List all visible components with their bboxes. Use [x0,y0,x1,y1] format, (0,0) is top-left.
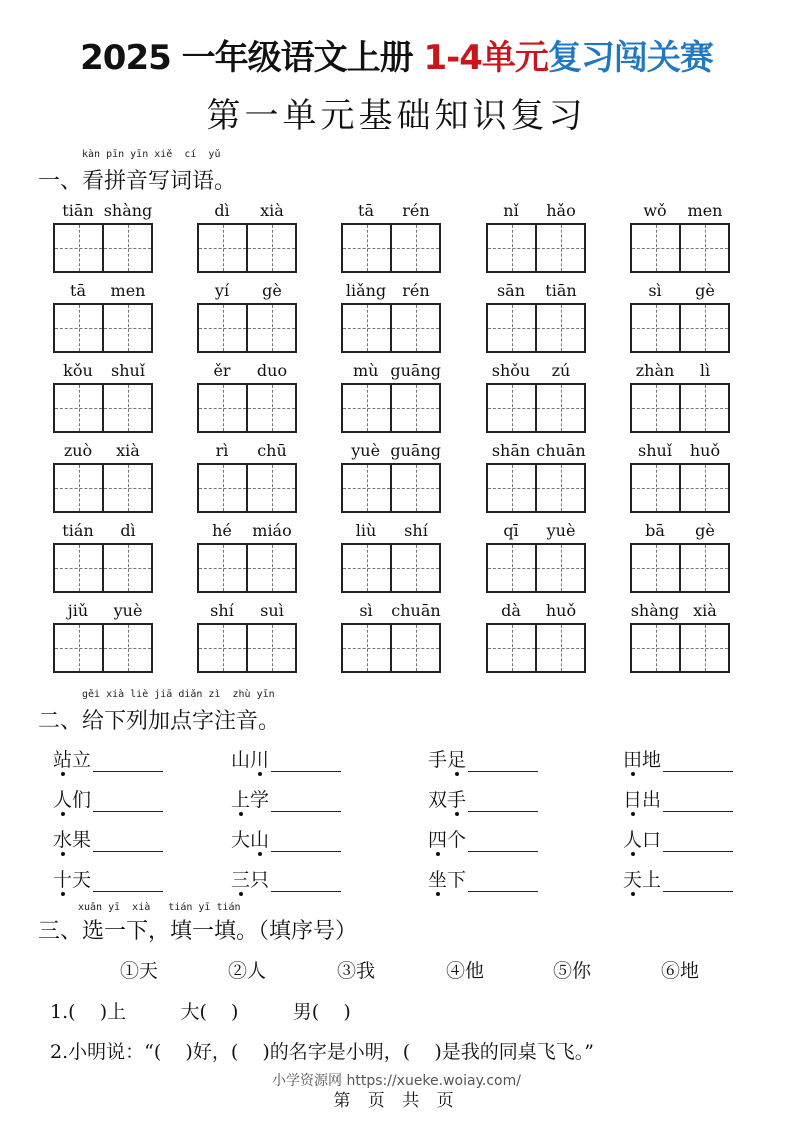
pinyin-word-cell [197,441,297,511]
answer-blank[interactable] [271,753,341,772]
pinyin-syllable: men [687,201,723,220]
writing-square[interactable] [199,305,246,351]
writing-square[interactable] [343,225,390,271]
writing-square[interactable] [390,385,439,431]
pinyin-syllable: xià [116,441,140,460]
question-1[interactable]: 1.( )上 大( ) 男( ) [50,1001,351,1023]
pinyin-label [630,441,730,461]
section3-heading: 三、选一下，填一填。（填序号） [38,919,358,944]
pinyin-word-cell [341,601,441,671]
pinyin-word-cell [53,201,153,271]
pinyin-syllable: sān [496,281,526,300]
pinyin-label [341,201,441,221]
option-1: ①天 [120,960,159,982]
writing-square[interactable] [199,465,246,511]
word-with-dotted-char [428,745,538,772]
pinyin-label [341,601,441,621]
section2-pinyin: gěi xià liè jiā diǎn zì zhù yīn [82,689,275,700]
writing-square[interactable] [632,225,679,271]
writing-square[interactable] [632,625,679,671]
pinyin-syllable: xià [260,201,284,220]
writing-square[interactable] [390,305,439,351]
pinyin-syllable: qī [503,521,519,540]
writing-square[interactable] [488,385,535,431]
pinyin-label [53,441,153,461]
title-challenge-highlight: 复习闯关赛 [547,38,713,78]
word-char: 田 [623,745,642,772]
pinyin-syllable: nǐ [503,201,519,220]
writing-square[interactable] [488,625,535,671]
section2-heading: 二、给下列加点字注音。 [38,709,281,734]
pinyin-label [53,281,153,301]
word-char: 川 [250,745,269,772]
pinyin-word-cell [341,441,441,511]
worksheet-title [0,36,793,80]
word-char: 个 [447,829,467,851]
pinyin-word-cell [486,281,586,351]
pinyin-syllable: zú [551,361,571,380]
pinyin-syllable: shí [404,521,428,540]
pinyin-word-cell [53,441,153,511]
word-char: 上 [231,785,250,812]
writing-square[interactable] [343,625,390,671]
pinyin-syllable: gè [262,281,282,300]
word-with-dotted-char [53,785,163,812]
tianzige-box [341,463,441,513]
pinyin-word-cell [630,361,730,431]
pinyin-word-cell [630,441,730,511]
word-with-dotted-char [623,865,733,892]
tianzige-box [53,383,153,433]
pinyin-syllable: wǒ [643,201,667,220]
writing-square[interactable] [246,625,295,671]
section1-heading: 一、看拼音写词语。 [38,169,237,194]
title-units-highlight: 1-4单元 [423,38,548,78]
pinyin-syllable: tā [358,201,374,220]
writing-square[interactable] [102,465,151,511]
pinyin-syllable: xià [693,601,717,620]
pinyin-syllable: sì [359,601,373,620]
tianzige-box [630,303,730,353]
pinyin-word-cell [341,521,441,591]
option-4: ④他 [446,960,485,982]
pinyin-label [341,521,441,541]
pinyin-label [53,361,153,381]
writing-square[interactable] [102,225,151,271]
pinyin-word-cell [197,361,297,431]
writing-square[interactable] [679,225,728,271]
writing-square[interactable] [390,465,439,511]
writing-square[interactable] [535,465,584,511]
word-with-dotted-char [428,785,538,812]
option-6: ⑥地 [661,960,700,982]
pinyin-word-cell [630,521,730,591]
tianzige-box [197,463,297,513]
writing-square[interactable] [535,385,584,431]
pinyin-label [486,281,586,301]
pinyin-syllable: suì [260,601,284,620]
pinyin-word-cell [486,441,586,511]
writing-square[interactable] [679,385,728,431]
answer-blank[interactable] [271,833,341,852]
option-3: ③我 [337,960,376,982]
tianzige-box [53,623,153,673]
answer-blank[interactable] [663,833,733,852]
pinyin-label [486,361,586,381]
pinyin-label [197,201,297,221]
section3-pinyin: xuǎn yī xià tián yī tián [78,902,241,913]
section1-pinyin: kàn pīn yīn xiě cí yǔ [82,149,221,160]
pinyin-syllable: kǒu [63,361,93,380]
word-with-dotted-char [231,745,341,772]
pinyin-syllable: chū [257,441,287,460]
word-char: 水 [53,825,72,852]
writing-square[interactable] [488,305,535,351]
tianzige-box [630,623,730,673]
pinyin-label [486,201,586,221]
answer-blank[interactable] [663,753,733,772]
word-char: 十 [53,865,72,892]
word-char: 立 [72,749,92,771]
pinyin-word-cell [486,601,586,671]
word-char: 手 [428,749,448,771]
pinyin-syllable: rén [402,201,430,220]
writing-square[interactable] [102,625,151,671]
writing-square[interactable] [199,225,246,271]
pinyin-label [197,441,297,461]
pinyin-word-cell [630,281,730,351]
word-char: 天 [72,869,92,891]
pinyin-label [197,281,297,301]
pinyin-syllable: ěr [213,361,231,380]
writing-square[interactable] [343,545,390,591]
answer-blank[interactable] [93,873,163,892]
writing-square[interactable] [632,305,679,351]
writing-square[interactable] [102,545,151,591]
pinyin-label [341,441,441,461]
pinyin-word-cell [197,201,297,271]
writing-square[interactable] [679,545,728,591]
answer-blank[interactable] [468,833,538,852]
word-char: 四 [428,825,447,852]
tianzige-box [341,303,441,353]
pinyin-syllable: men [110,281,146,300]
word-char: 只 [250,869,270,891]
tianzige-box [197,223,297,273]
pinyin-syllable: dì [214,201,230,220]
tianzige-box [53,463,153,513]
tianzige-box [630,543,730,593]
writing-square[interactable] [343,385,390,431]
word-char: 双 [428,789,448,811]
word-char: 地 [642,749,662,771]
pinyin-label [486,521,586,541]
pinyin-syllable: tiān [545,281,577,300]
pinyin-syllable: shàng [103,201,153,220]
writing-square[interactable] [102,385,151,431]
word-char: 口 [642,829,662,851]
pinyin-syllable: yí [214,281,230,300]
answer-blank[interactable] [468,873,538,892]
pinyin-syllable: guāng [390,441,441,460]
pinyin-label [630,361,730,381]
pinyin-syllable: shuǐ [638,441,672,460]
writing-square[interactable] [343,305,390,351]
pinyin-word-cell [486,521,586,591]
footer-page-number: 第 页 共 页 [333,1091,460,1111]
word-char: 学 [250,789,270,811]
word-char: 天 [623,865,642,892]
pinyin-syllable: mù [352,361,379,380]
pinyin-word-cell [341,281,441,351]
pinyin-word-cell [53,361,153,431]
answer-blank[interactable] [93,833,163,852]
pinyin-syllable: hé [212,521,232,540]
writing-square[interactable] [343,465,390,511]
word-char: 三 [231,865,250,892]
writing-square[interactable] [535,305,584,351]
pinyin-syllable: yuè [113,601,143,620]
writing-square[interactable] [199,385,246,431]
pinyin-syllable: huǒ [689,441,721,460]
worksheet-subtitle: 第一单元基础知识复习 [206,96,587,136]
tianzige-box [630,383,730,433]
writing-square[interactable] [535,625,584,671]
writing-square[interactable] [55,625,102,671]
word-char: 日 [623,785,642,812]
tianzige-box [197,383,297,433]
pinyin-word-cell [630,601,730,671]
word-char: 足 [447,745,466,772]
writing-square[interactable] [488,465,535,511]
pinyin-syllable: duo [256,361,288,380]
writing-square[interactable] [55,465,102,511]
tianzige-box [486,463,586,513]
pinyin-syllable: liǎng [345,281,387,300]
tianzige-box [486,383,586,433]
option-5: ⑤你 [553,960,592,982]
pinyin-syllable: chuān [536,441,586,460]
writing-square[interactable] [102,305,151,351]
pinyin-syllable: shàng [630,601,680,620]
pinyin-label [53,601,153,621]
word-char: 下 [447,869,467,891]
writing-square[interactable] [488,225,535,271]
tianzige-box [486,543,586,593]
pinyin-syllable: shān [491,441,531,460]
writing-square[interactable] [679,625,728,671]
pinyin-word-cell [197,521,297,591]
pinyin-label [53,201,153,221]
writing-square[interactable] [632,545,679,591]
word-char: 上 [642,869,662,891]
word-char: 山 [250,825,269,852]
writing-square[interactable] [246,465,295,511]
pinyin-label [630,601,730,621]
tianzige-box [486,223,586,273]
pinyin-word-cell [53,521,153,591]
pinyin-syllable: chuān [391,601,441,620]
pinyin-label [341,281,441,301]
pinyin-word-cell [53,281,153,351]
answer-blank[interactable] [93,793,163,812]
pinyin-syllable: gè [695,281,715,300]
footer-source: 小学资源网 https://xueke.woiay.com/ [272,1073,521,1089]
pinyin-syllable: tā [70,281,86,300]
writing-square[interactable] [199,625,246,671]
tianzige-box [197,303,297,353]
writing-square[interactable] [488,545,535,591]
title-text: 2025 一年级语文上册 [80,38,424,78]
writing-square[interactable] [632,385,679,431]
word-with-dotted-char [231,785,341,812]
tianzige-box [53,223,153,273]
pinyin-syllable: zhàn [635,361,675,380]
pinyin-syllable: rén [402,281,430,300]
pinyin-syllable: hǎo [546,201,576,220]
pinyin-syllable: jiǔ [67,601,89,620]
tianzige-box [630,223,730,273]
word-char: 人 [53,785,72,812]
writing-square[interactable] [199,545,246,591]
tianzige-box [630,463,730,513]
writing-square[interactable] [246,225,295,271]
word-char: 们 [72,789,92,811]
word-char: 大 [231,829,251,851]
word-with-dotted-char [623,825,733,852]
writing-square[interactable] [390,545,439,591]
pinyin-syllable: dì [120,521,136,540]
pinyin-word-cell [486,361,586,431]
pinyin-syllable: yuè [546,521,576,540]
word-char: 出 [642,789,662,811]
answer-blank[interactable] [468,793,538,812]
writing-square[interactable] [535,225,584,271]
word-char: 站 [53,745,72,772]
word-char: 坐 [428,865,447,892]
pinyin-label [486,441,586,461]
tianzige-box [197,623,297,673]
answer-blank[interactable] [271,793,341,812]
writing-square[interactable] [679,305,728,351]
word-char: 果 [72,829,92,851]
pinyin-syllable: bā [645,521,665,540]
tianzige-box [341,383,441,433]
word-with-dotted-char [53,825,163,852]
answer-blank[interactable] [663,793,733,812]
pinyin-label [53,521,153,541]
writing-square[interactable] [390,225,439,271]
word-char: 人 [623,825,642,852]
pinyin-syllable: sì [648,281,662,300]
tianzige-box [341,223,441,273]
pinyin-syllable: rì [215,441,229,460]
word-with-dotted-char [623,745,733,772]
word-char: 手 [447,785,466,812]
pinyin-label [197,361,297,381]
pinyin-syllable: huǒ [545,601,577,620]
pinyin-syllable: zuò [63,441,93,460]
writing-square[interactable] [632,465,679,511]
pinyin-word-cell [341,361,441,431]
answer-blank[interactable] [468,753,538,772]
pinyin-label [341,361,441,381]
option-2: ②人 [228,960,267,982]
pinyin-syllable: liù [355,521,377,540]
tianzige-box [197,543,297,593]
pinyin-word-cell [630,201,730,271]
pinyin-word-cell [53,601,153,671]
writing-square[interactable] [55,305,102,351]
pinyin-syllable: shuǐ [111,361,145,380]
pinyin-syllable: dà [501,601,521,620]
pinyin-syllable: shǒu [491,361,531,380]
pinyin-label [197,601,297,621]
word-with-dotted-char [623,785,733,812]
pinyin-word-cell [341,201,441,271]
pinyin-label [630,521,730,541]
writing-square[interactable] [390,625,439,671]
writing-square[interactable] [679,465,728,511]
question-2[interactable]: 2.小明说：“( )好，( )的名字是小明，( )是我的同桌飞飞。” [50,1041,595,1063]
pinyin-label [486,601,586,621]
writing-square[interactable] [55,385,102,431]
writing-square[interactable] [246,545,295,591]
pinyin-syllable: guāng [390,361,441,380]
tianzige-box [341,623,441,673]
word-with-dotted-char [428,825,538,852]
writing-square[interactable] [55,545,102,591]
word-with-dotted-char [231,825,341,852]
writing-square[interactable] [246,385,295,431]
pinyin-syllable: tiān [62,201,94,220]
answer-blank[interactable] [93,753,163,772]
pinyin-label [197,521,297,541]
tianzige-box [486,303,586,353]
tianzige-box [53,543,153,593]
writing-square[interactable] [246,305,295,351]
writing-square[interactable] [535,545,584,591]
pinyin-syllable: miáo [252,521,292,540]
tianzige-box [486,623,586,673]
tianzige-box [341,543,441,593]
word-with-dotted-char [53,745,163,772]
word-with-dotted-char [53,865,163,892]
word-with-dotted-char [231,865,341,892]
pinyin-word-cell [197,281,297,351]
pinyin-word-cell [197,601,297,671]
answer-blank[interactable] [271,873,341,892]
pinyin-syllable: lì [699,361,711,380]
word-with-dotted-char [428,865,538,892]
pinyin-syllable: gè [695,521,715,540]
pinyin-label [630,201,730,221]
word-char: 山 [231,749,251,771]
tianzige-box [53,303,153,353]
writing-square[interactable] [55,225,102,271]
pinyin-word-cell [486,201,586,271]
answer-blank[interactable] [663,873,733,892]
pinyin-label [630,281,730,301]
pinyin-syllable: tián [62,521,94,540]
pinyin-syllable: yuè [351,441,381,460]
pinyin-syllable: shí [210,601,234,620]
